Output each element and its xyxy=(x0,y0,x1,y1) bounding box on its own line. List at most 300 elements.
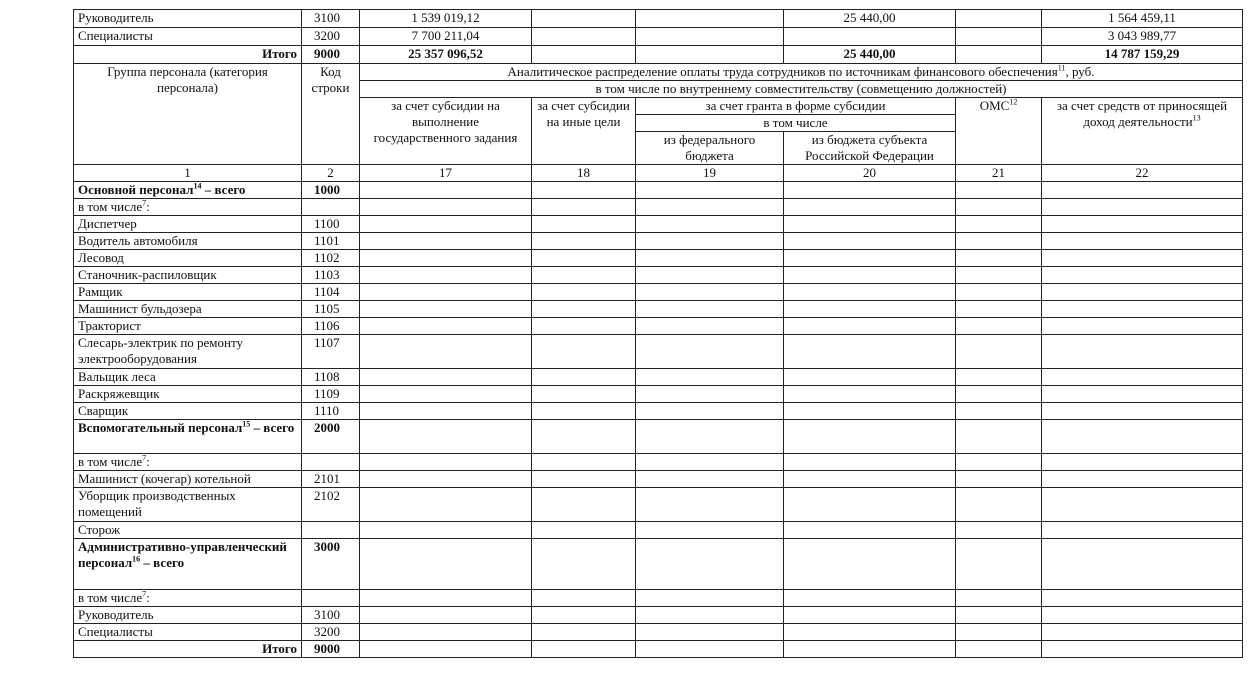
row-name-text: Лесовод xyxy=(78,250,124,265)
empty-cell xyxy=(360,250,532,267)
empty-cell xyxy=(956,216,1042,233)
row-name-text: Рамщик xyxy=(78,284,123,299)
row-name: Специалисты xyxy=(74,28,302,46)
column-number: 1 xyxy=(74,165,302,182)
header-col21 xyxy=(956,98,1042,165)
empty-cell xyxy=(1042,335,1243,369)
row-name xyxy=(74,284,302,301)
row-code: 3100 xyxy=(302,607,360,624)
empty-cell xyxy=(956,420,1042,454)
empty-cell xyxy=(784,301,956,318)
row-code: 1105 xyxy=(302,301,360,318)
table-row xyxy=(74,369,1243,386)
empty-cell xyxy=(956,318,1042,335)
empty-cell xyxy=(532,454,636,471)
empty-cell xyxy=(360,454,532,471)
empty-cell xyxy=(956,267,1042,284)
cell-c22: 1 564 459,11 xyxy=(1042,10,1243,28)
empty-cell xyxy=(956,471,1042,488)
row-name-text: Раскряжевщик xyxy=(78,386,160,401)
empty-cell xyxy=(532,420,636,454)
empty-cell xyxy=(784,369,956,386)
empty-cell xyxy=(1042,590,1243,607)
row-name-text: Диспетчер xyxy=(78,216,137,231)
empty-cell xyxy=(1042,250,1243,267)
cell-c17: 1 539 019,12 xyxy=(360,10,532,28)
empty-cell xyxy=(532,607,636,624)
column-number: 22 xyxy=(1042,165,1243,182)
row-code: 1103 xyxy=(302,267,360,284)
empty-cell xyxy=(636,386,784,403)
row-name xyxy=(74,522,302,539)
row-code: 9000 xyxy=(302,46,360,64)
header-analytic-tail: , руб. xyxy=(1065,64,1095,79)
empty-cell xyxy=(636,284,784,301)
table-row xyxy=(74,454,1243,471)
empty-cell xyxy=(532,250,636,267)
empty-cell xyxy=(636,233,784,250)
empty-cell xyxy=(360,641,532,658)
empty-cell xyxy=(532,216,636,233)
column-numbers-row xyxy=(74,165,1243,182)
empty-cell xyxy=(532,403,636,420)
table-row xyxy=(74,624,1243,641)
empty-cell xyxy=(784,335,956,369)
row-name-text: Станочник-распиловщик xyxy=(78,267,217,282)
staff-pay-table xyxy=(73,9,1243,658)
empty-cell xyxy=(532,182,636,199)
header-col21-sup: 12 xyxy=(1009,97,1018,107)
row-code: 2000 xyxy=(302,420,360,454)
header-group: Группа персонала (категория персонала) xyxy=(74,64,302,165)
empty-cell xyxy=(784,454,956,471)
table-row xyxy=(74,233,1243,250)
row-name xyxy=(74,641,302,658)
row-name xyxy=(74,471,302,488)
header-grant: за счет гранта в форме субсидии xyxy=(636,98,956,115)
empty-cell xyxy=(360,335,532,369)
row-code: 3200 xyxy=(302,624,360,641)
empty-cell xyxy=(532,641,636,658)
empty-cell xyxy=(1042,403,1243,420)
empty-cell xyxy=(636,590,784,607)
column-number: 20 xyxy=(784,165,956,182)
row-name-text: Руководитель xyxy=(78,607,154,622)
empty-cell xyxy=(1042,522,1243,539)
row-name xyxy=(74,301,302,318)
empty-cell xyxy=(784,233,956,250)
empty-cell xyxy=(956,233,1042,250)
empty-cell xyxy=(956,488,1042,522)
empty-cell xyxy=(636,522,784,539)
empty-cell xyxy=(532,488,636,522)
empty-cell xyxy=(784,386,956,403)
column-number: 19 xyxy=(636,165,784,182)
header-col18: за счет субсидии на иные цели xyxy=(532,98,636,165)
row-name xyxy=(74,182,302,199)
cell-c19 xyxy=(636,28,784,46)
empty-cell xyxy=(1042,318,1243,335)
header-incl: в том числе xyxy=(636,115,956,132)
row-name-text: Уборщик производственных помещений xyxy=(78,488,236,519)
row-name-text: в том числе xyxy=(78,590,143,605)
empty-cell xyxy=(360,216,532,233)
row-name-text: Тракторист xyxy=(78,318,141,333)
row-code: 1000 xyxy=(302,182,360,199)
header-col17: за счет субсидии на выполнение государственного задания xyxy=(360,98,532,165)
row-name xyxy=(74,454,302,471)
empty-cell xyxy=(636,420,784,454)
footnote-ref: 7 xyxy=(142,589,147,599)
empty-cell xyxy=(784,590,956,607)
table-row xyxy=(74,301,1243,318)
empty-cell xyxy=(636,318,784,335)
row-name-text: Водитель автомобиля xyxy=(78,233,198,248)
table-row xyxy=(74,250,1243,267)
empty-cell xyxy=(1042,216,1243,233)
empty-cell xyxy=(636,182,784,199)
header-internal: в том числе по внутреннему совместительству (совмещению должностей) xyxy=(360,81,1243,98)
row-name: Руководитель xyxy=(74,10,302,28)
empty-cell xyxy=(1042,267,1243,284)
header-col21-text: ОМС xyxy=(979,98,1010,113)
empty-cell xyxy=(636,216,784,233)
row-name-text: Сварщик xyxy=(78,403,129,418)
empty-cell xyxy=(360,182,532,199)
row-name-tail: – всего xyxy=(250,420,295,435)
cell-c22: 14 787 159,29 xyxy=(1042,46,1243,64)
cell-c17: 7 700 211,04 xyxy=(360,28,532,46)
empty-cell xyxy=(636,539,784,590)
empty-cell xyxy=(532,335,636,369)
empty-cell xyxy=(532,199,636,216)
empty-cell xyxy=(360,403,532,420)
empty-cell xyxy=(636,301,784,318)
empty-cell xyxy=(1042,233,1243,250)
row-code: 3000 xyxy=(302,539,360,590)
empty-cell xyxy=(956,403,1042,420)
cell-c17: 25 357 096,52 xyxy=(360,46,532,64)
table-row xyxy=(74,420,1243,454)
empty-cell xyxy=(1042,420,1243,454)
row-code: 1104 xyxy=(302,284,360,301)
empty-cell xyxy=(1042,471,1243,488)
empty-cell xyxy=(1042,369,1243,386)
empty-cell xyxy=(784,539,956,590)
empty-cell xyxy=(360,590,532,607)
empty-cell xyxy=(360,386,532,403)
row-name xyxy=(74,386,302,403)
header-analytic-text: Аналитическое распределение оплаты труда сотрудников по источникам финансового обеспечения xyxy=(507,64,1058,79)
row-code: 2101 xyxy=(302,471,360,488)
row-name-text: Основной персонал xyxy=(78,182,194,197)
empty-cell xyxy=(1042,607,1243,624)
empty-cell xyxy=(360,488,532,522)
row-code: 1100 xyxy=(302,216,360,233)
empty-cell xyxy=(784,250,956,267)
table-header xyxy=(74,64,1243,182)
empty-cell xyxy=(360,318,532,335)
row-name-text: Слесарь-электрик по ремонту электрооборудования xyxy=(78,335,243,366)
table-row xyxy=(74,590,1243,607)
empty-cell xyxy=(784,624,956,641)
top-rows xyxy=(74,10,1243,64)
empty-cell xyxy=(1042,301,1243,318)
empty-cell xyxy=(360,522,532,539)
cell-c22: 3 043 989,77 xyxy=(1042,28,1243,46)
table-row xyxy=(74,284,1243,301)
table-row xyxy=(74,10,1243,28)
header-col22-sup: 13 xyxy=(1192,113,1201,123)
row-code xyxy=(302,454,360,471)
header-col22-text: за счет средств от приносящей доход деятельности xyxy=(1056,98,1228,129)
row-name xyxy=(74,369,302,386)
table-row xyxy=(74,471,1243,488)
table-row xyxy=(74,28,1243,46)
row-code: 1107 xyxy=(302,335,360,369)
row-name xyxy=(74,199,302,216)
empty-cell xyxy=(636,488,784,522)
empty-cell xyxy=(360,420,532,454)
row-code: 9000 xyxy=(302,641,360,658)
empty-cell xyxy=(1042,641,1243,658)
empty-cell xyxy=(360,301,532,318)
empty-cell xyxy=(636,454,784,471)
row-name-text: Вспомогательный персонал xyxy=(78,420,243,435)
table-row xyxy=(74,403,1243,420)
row-name-text: Вальщик леса xyxy=(78,369,156,384)
row-code: 1102 xyxy=(302,250,360,267)
table-row xyxy=(74,199,1243,216)
row-name xyxy=(74,250,302,267)
cell-c20 xyxy=(784,28,956,46)
row-name-text: Специалисты xyxy=(78,624,153,639)
empty-cell xyxy=(360,233,532,250)
empty-cell xyxy=(784,182,956,199)
row-code xyxy=(302,199,360,216)
footnote-ref: 7 xyxy=(142,198,147,208)
empty-cell xyxy=(784,488,956,522)
row-code: 1101 xyxy=(302,233,360,250)
empty-cell xyxy=(956,607,1042,624)
row-name xyxy=(74,607,302,624)
empty-cell xyxy=(636,250,784,267)
cell-c18 xyxy=(532,28,636,46)
table-row xyxy=(74,182,1243,199)
cell-c19 xyxy=(636,10,784,28)
empty-cell xyxy=(1042,454,1243,471)
body-rows xyxy=(74,182,1243,658)
header-col22 xyxy=(1042,98,1243,165)
empty-cell xyxy=(532,267,636,284)
row-name-text: Сторож xyxy=(78,522,121,537)
table-row xyxy=(74,539,1243,590)
empty-cell xyxy=(1042,539,1243,590)
empty-cell xyxy=(956,284,1042,301)
table-row xyxy=(74,488,1243,522)
empty-cell xyxy=(956,199,1042,216)
row-code: 1110 xyxy=(302,403,360,420)
row-name-text: в том числе xyxy=(78,454,143,469)
empty-cell xyxy=(636,403,784,420)
empty-cell xyxy=(532,284,636,301)
table-row xyxy=(74,522,1243,539)
row-name: Итого xyxy=(74,46,302,64)
table-row xyxy=(74,335,1243,369)
cell-c18 xyxy=(532,10,636,28)
empty-cell xyxy=(784,522,956,539)
empty-cell xyxy=(636,471,784,488)
table-row xyxy=(74,386,1243,403)
empty-cell xyxy=(532,539,636,590)
row-name-tail: : xyxy=(146,454,150,469)
row-name xyxy=(74,488,302,522)
empty-cell xyxy=(636,369,784,386)
empty-cell xyxy=(1042,284,1243,301)
row-name-tail: – всего xyxy=(140,555,185,570)
row-code: 2102 xyxy=(302,488,360,522)
empty-cell xyxy=(1042,199,1243,216)
row-name-text: Машинист бульдозера xyxy=(78,301,202,316)
column-number: 21 xyxy=(956,165,1042,182)
empty-cell xyxy=(956,590,1042,607)
row-name xyxy=(74,420,302,454)
row-name xyxy=(74,233,302,250)
row-code: 3200 xyxy=(302,28,360,46)
empty-cell xyxy=(636,641,784,658)
empty-cell xyxy=(784,199,956,216)
empty-cell xyxy=(784,267,956,284)
cell-c20: 25 440,00 xyxy=(784,10,956,28)
empty-cell xyxy=(784,471,956,488)
table-row xyxy=(74,216,1243,233)
row-name xyxy=(74,624,302,641)
cell-c21 xyxy=(956,10,1042,28)
empty-cell xyxy=(360,369,532,386)
empty-cell xyxy=(636,267,784,284)
empty-cell xyxy=(532,624,636,641)
empty-cell xyxy=(532,471,636,488)
table-row xyxy=(74,607,1243,624)
empty-cell xyxy=(532,590,636,607)
header-col19: из федерального бюджета xyxy=(636,132,784,165)
row-name xyxy=(74,267,302,284)
empty-cell xyxy=(636,607,784,624)
empty-cell xyxy=(532,369,636,386)
empty-cell xyxy=(956,539,1042,590)
row-name xyxy=(74,216,302,233)
empty-cell xyxy=(956,624,1042,641)
row-code: 1108 xyxy=(302,369,360,386)
empty-cell xyxy=(956,335,1042,369)
row-code: 1106 xyxy=(302,318,360,335)
empty-cell xyxy=(360,624,532,641)
empty-cell xyxy=(956,641,1042,658)
empty-cell xyxy=(360,284,532,301)
empty-cell xyxy=(956,301,1042,318)
row-name xyxy=(74,335,302,369)
row-name xyxy=(74,318,302,335)
empty-cell xyxy=(784,607,956,624)
row-code xyxy=(302,590,360,607)
row-code xyxy=(302,522,360,539)
empty-cell xyxy=(532,233,636,250)
row-name xyxy=(74,403,302,420)
row-name-tail: : xyxy=(146,590,150,605)
cell-c21 xyxy=(956,46,1042,64)
empty-cell xyxy=(360,607,532,624)
header-analytic xyxy=(360,64,1243,81)
table-row xyxy=(74,267,1243,284)
empty-cell xyxy=(784,216,956,233)
cell-c20: 25 440,00 xyxy=(784,46,956,64)
header-code: Код строки xyxy=(302,64,360,165)
empty-cell xyxy=(636,335,784,369)
empty-cell xyxy=(956,182,1042,199)
row-name-text: Итого xyxy=(262,641,297,656)
table-row xyxy=(74,46,1243,64)
column-number: 17 xyxy=(360,165,532,182)
empty-cell xyxy=(956,386,1042,403)
empty-cell xyxy=(784,420,956,454)
row-name-tail: : xyxy=(146,199,150,214)
empty-cell xyxy=(532,386,636,403)
empty-cell xyxy=(1042,488,1243,522)
cell-c18 xyxy=(532,46,636,64)
row-name-tail: – всего xyxy=(201,182,246,197)
row-name-text: Машинист (кочегар) котельной xyxy=(78,471,251,486)
empty-cell xyxy=(956,369,1042,386)
empty-cell xyxy=(784,318,956,335)
empty-cell xyxy=(1042,624,1243,641)
empty-cell xyxy=(532,522,636,539)
footnote-ref: 14 xyxy=(193,181,202,191)
column-number: 18 xyxy=(532,165,636,182)
empty-cell xyxy=(956,522,1042,539)
empty-cell xyxy=(532,318,636,335)
row-code: 3100 xyxy=(302,10,360,28)
header-analytic-sup: 11 xyxy=(1057,63,1066,73)
row-name xyxy=(74,590,302,607)
row-name-text: Административно-управленческий персонал xyxy=(78,539,287,570)
empty-cell xyxy=(532,301,636,318)
empty-cell xyxy=(784,641,956,658)
column-number: 2 xyxy=(302,165,360,182)
empty-cell xyxy=(636,199,784,216)
table-row xyxy=(74,641,1243,658)
empty-cell xyxy=(360,471,532,488)
empty-cell xyxy=(784,284,956,301)
empty-cell xyxy=(1042,182,1243,199)
row-name-text: в том числе xyxy=(78,199,143,214)
row-name xyxy=(74,539,302,590)
empty-cell xyxy=(784,403,956,420)
empty-cell xyxy=(360,267,532,284)
footnote-ref: 16 xyxy=(132,554,141,564)
empty-cell xyxy=(636,624,784,641)
empty-cell xyxy=(360,199,532,216)
cell-c21 xyxy=(956,28,1042,46)
empty-cell xyxy=(360,539,532,590)
cell-c19 xyxy=(636,46,784,64)
row-code: 1109 xyxy=(302,386,360,403)
table-row xyxy=(74,318,1243,335)
header-col20: из бюджета субъекта Российской Федерации xyxy=(784,132,956,165)
empty-cell xyxy=(1042,386,1243,403)
empty-cell xyxy=(956,250,1042,267)
footnote-ref: 7 xyxy=(142,453,147,463)
empty-cell xyxy=(956,454,1042,471)
